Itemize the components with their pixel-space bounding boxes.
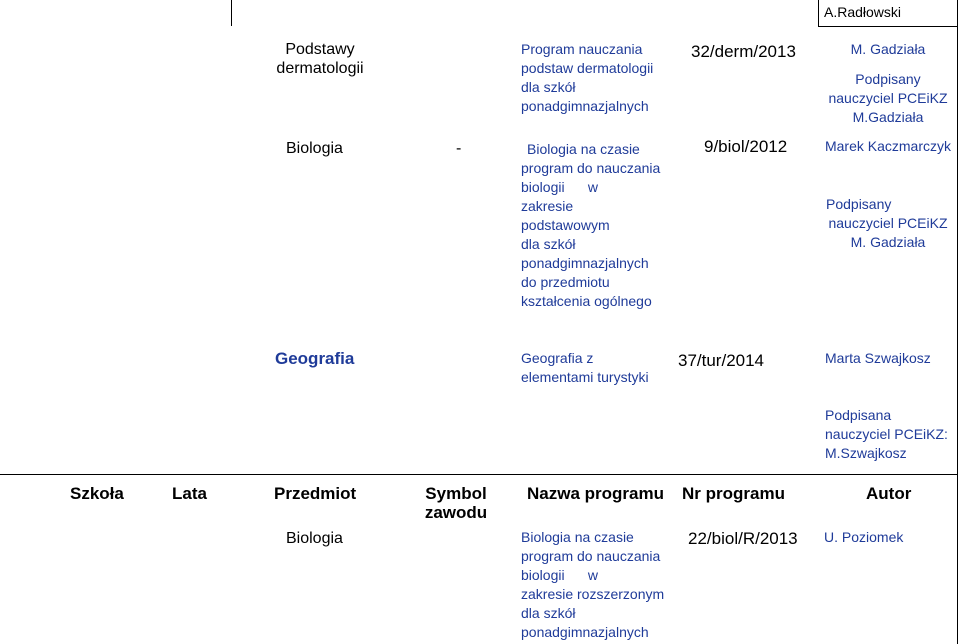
row2-dash: - [456, 140, 462, 157]
last-row-author: U. Poziomek [824, 529, 904, 545]
row2-program-line: ponadgimnazjalnych [521, 255, 649, 271]
row2-program-line: kształcenia ogólnego [521, 293, 652, 309]
row2-symbol: 9/biol/2012 [704, 137, 788, 156]
row2-program-line: dla szkół [521, 236, 576, 252]
row1-subject [250, 40, 390, 78]
col-header-program-name: Nazwa programu [527, 484, 664, 503]
last-row-program-line: ponadgimnazjalnych [521, 624, 649, 640]
row2-author-line: nauczyciel PCEiKZ [828, 215, 948, 231]
last-row-program-line: zakresie rozszerzonym [521, 586, 665, 602]
col-header-symbol-line: zawodu [424, 503, 488, 522]
grid-line [818, 0, 819, 26]
row2-program [521, 140, 660, 311]
row1-author-line: M. Gadziała [850, 41, 926, 57]
col-header-symbol-line: Symbol [425, 484, 487, 503]
row3-author [825, 349, 948, 463]
grid-line [0, 474, 958, 475]
row2-program-line: biologii w [521, 179, 599, 195]
row2-program-line: program do nauczania [521, 160, 661, 176]
row2-author-line: M. Gadziała [850, 234, 926, 250]
row3-author-line: nauczyciel PCEiKZ: [825, 426, 948, 442]
row1-author-line: nauczyciel PCEiKZ [828, 90, 948, 106]
row3-program-line: elementami turystyki [521, 369, 649, 385]
header-author: A.Radłowski [824, 4, 902, 20]
row1-author [818, 40, 958, 127]
row3-author-line: Marta Szwajkosz [825, 350, 931, 366]
grid-line [231, 0, 232, 26]
row1-program-line: dla szkół [521, 79, 576, 95]
row1-program-line: ponadgimnazjalnych [521, 98, 649, 114]
last-row-program-line: Biologia na czasie [521, 529, 634, 545]
row2-program-line: podstawowym [521, 217, 610, 233]
row3-program-line: Geografia z [521, 350, 594, 366]
row2-author-line: Podpisany [826, 196, 892, 212]
last-row-symbol: 22/biol/R/2013 [688, 529, 798, 548]
row1-program-line: Program nauczania [521, 41, 643, 57]
last-row-program-line: dla szkół [521, 605, 576, 621]
last-row-program-line: program do nauczania [521, 548, 661, 564]
col-header-subject: Przedmiot [274, 484, 357, 503]
row3-author-line: M.Szwajkosz [825, 445, 907, 461]
row3-symbol: 37/tur/2014 [678, 351, 765, 370]
row1-program-line: podstaw dermatologii [521, 60, 654, 76]
col-header-school: Szkoła [70, 484, 124, 503]
row1-author-line: Podpisany [855, 71, 921, 87]
grid-line [818, 26, 958, 27]
last-row-subject: Biologia [286, 530, 343, 547]
row3-subject: Geografia [275, 349, 355, 368]
row1-subject-text: Podstawy dermatologii [276, 41, 364, 77]
last-row-program-line: biologii w [521, 567, 599, 583]
row3-program [521, 349, 649, 387]
row2-author-line: Marek Kaczmarczyk [824, 138, 952, 154]
col-header-program-no: Nr programu [682, 484, 785, 503]
col-header-author: Autor [866, 484, 912, 503]
row1-program [521, 40, 653, 116]
col-header-symbol [410, 484, 502, 522]
row2-program-line: do przedmiotu [521, 274, 610, 290]
row3-author-line: Podpisana [825, 407, 892, 423]
row1-author-line: M.Gadziała [852, 109, 924, 125]
row2-subject: Biologia [286, 140, 343, 157]
last-row-program [521, 528, 664, 642]
col-header-years: Lata [172, 484, 207, 503]
row2-program-line: Biologia na czasie [527, 141, 640, 157]
row2-author [818, 137, 958, 252]
row2-program-line: zakresie [521, 198, 574, 214]
row1-symbol: 32/derm/2013 [691, 42, 796, 61]
